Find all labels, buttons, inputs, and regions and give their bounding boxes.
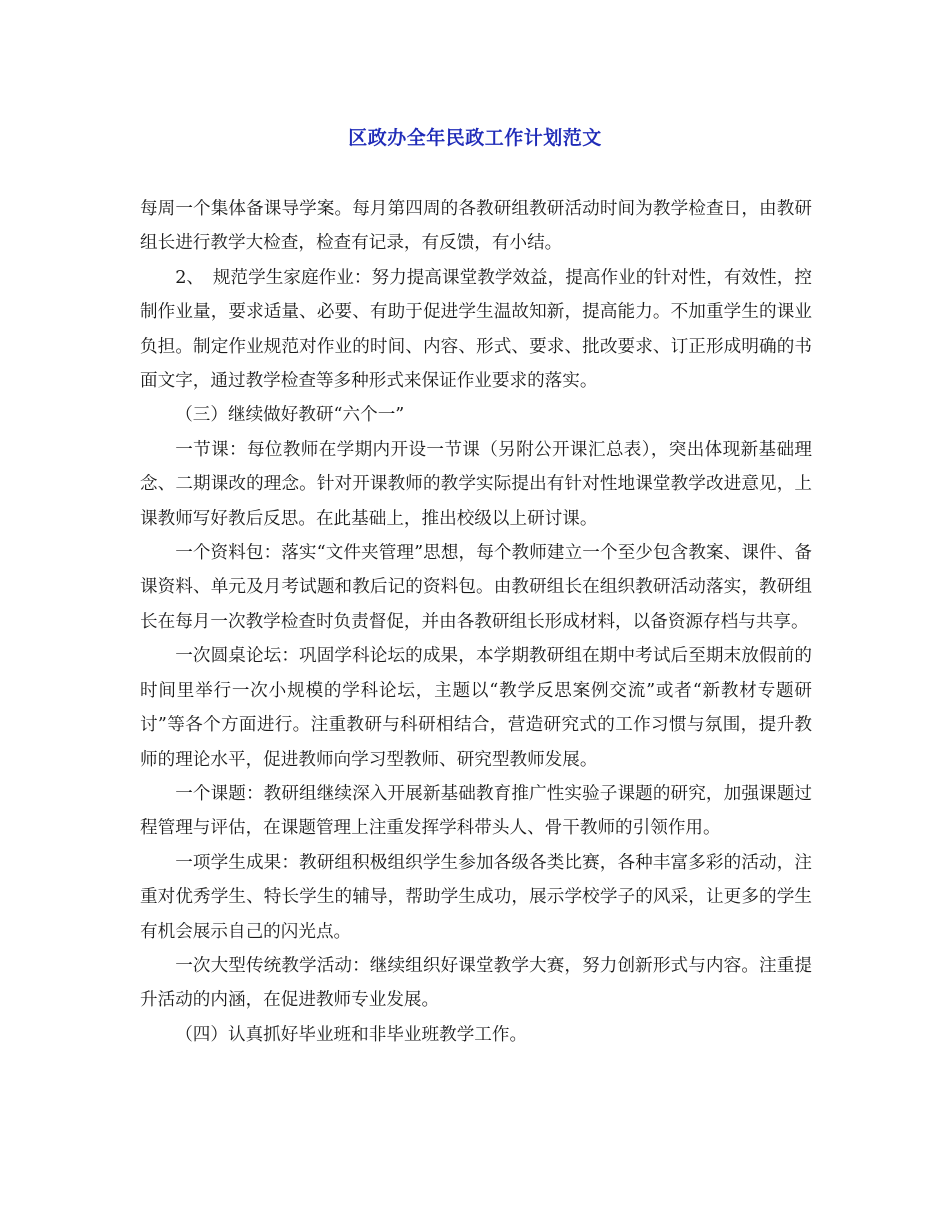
section-heading: （三）继续做好教研“六个一” <box>175 405 405 426</box>
paragraph: 一个资料包：落实“文件夹管理”思想，每个教师建立一个至少包含教案、课件、备课资料、单元及月考试题和教后记的资料包。由教研组长在组织教研活动落实，教研组长在每月一次教学检查时负责督促，并由各教研组长形成材料，以备资源存档与共享。 <box>140 543 812 632</box>
section-heading: （四）认真抓好毕业班和非毕业班教学工作。 <box>175 1024 528 1045</box>
paragraph: 2、 规范学生家庭作业：努力提高课堂教学效益，提高作业的针对性，有效性，控制作业量，要求适量、必要、有助于促进学生温故知新，提高能力。不加重学生的课业负担。制定作业规范对作业的时间、内容、形式、要求、批改要求、订正形成明确的书面文字，通过教学检查等多种形式来保证作业要求的落实。 <box>140 267 812 392</box>
paragraph: 一项学生成果：教研组积极组织学生参加各级各类比赛，各种丰富多彩的活动，注重对优秀学生、特长学生的辅导，帮助学生成功，展示学校学子的风采，让更多的学生有机会展示自己的闪光点。 <box>140 852 812 942</box>
paragraph: 每周一个集体备课导学案。每月第四周的各教研组教研活动时间为教学检查日，由教研组长进行教学大检查，检查有记录，有反馈，有小结。 <box>140 199 812 254</box>
paragraph: 一个课题：教研组继续深入开展新基础教育推广性实验子课题的研究，加强课题过程管理与评估，在课题管理上注重发挥学科带头人、骨干教师的引领作用。 <box>140 783 812 839</box>
document-title: 区政办全年民政工作计划范文 <box>348 127 602 149</box>
document-body <box>140 192 812 1052</box>
paragraph: 一次大型传统教学活动：继续组织好课堂教学大赛，努力创新形式与内容。注重提升活动的内涵，在促进教师专业发展。 <box>140 955 812 1011</box>
paragraph: 一次圆桌论坛：巩固学科论坛的成果，本学期教研组在期中考试后至期末放假前的时间里举行一次小规模的学科论坛，主题以“教学反思案例交流”或者“新教材专题研讨”等各个方面进行。注重教研与科研相结合，营造研究式的工作习惯与氛围，提升教师的理论水平，促进教师向学习型教师、研究型教师发展。 <box>140 646 812 770</box>
paragraph: 一节课：每位教师在学期内开设一节课（另附公开课汇总表），突出体现新基础理念、二期课改的理念。针对开课教师的教学实际提出有针对性地课堂教学改进意见，上课教师写好教后反思。在此基础上，推出校级以上研讨课。 <box>140 439 812 529</box>
